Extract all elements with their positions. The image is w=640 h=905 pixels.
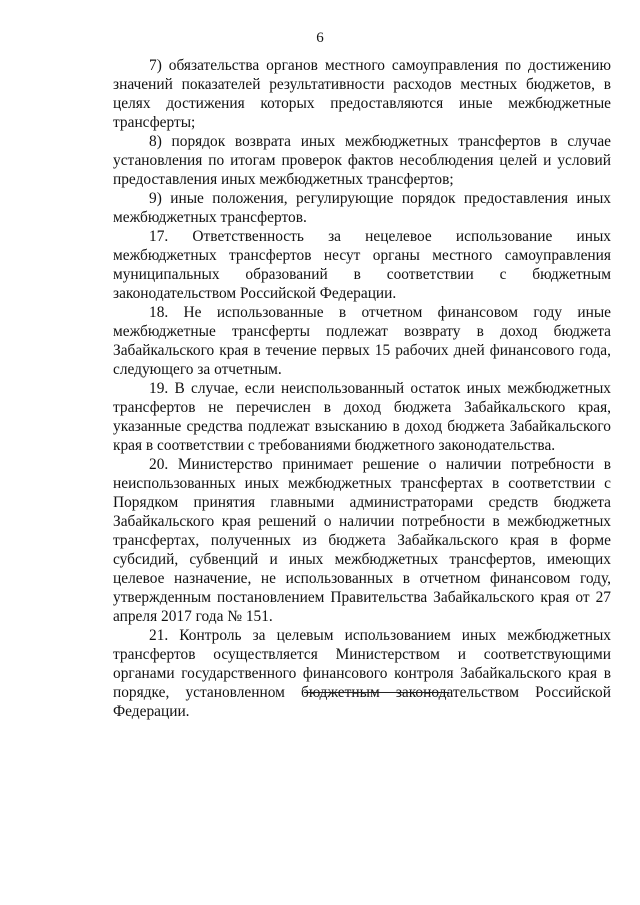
end-of-document-line (304, 692, 449, 693)
paragraph-17: 17. Ответственность за нецелевое использование иных межбюджетных трансфертов несут органы местного самоуправления муниципальных образований в соответствии с бюджетным законодательством Российской Федерации. (113, 228, 611, 302)
paragraph-21: 21. Контроль за целевым использованием иных межбюджетных трансфертов осуществляется Министерством и соответствующими органами государственного финансового контроля Забайкальского края в порядке, установленном бюджетным законодательством Российской Федерации. (113, 627, 611, 720)
paragraph-item-8: 8) порядок возврата иных межбюджетных трансфертов в случае установления по итогам проверок фактов несоблюдения целей и условий предоставления иных межбюджетных трансфертов; (113, 133, 611, 188)
paragraph-item-7: 7) обязательства органов местного самоуправления по достижению значений показателей результативности расходов местных бюджетов, в целях достижения которых предоставляются иные межбюджетные трансферты; (113, 57, 611, 131)
page-number: 6 (316, 30, 324, 46)
paragraph-item-9: 9) иные положения, регулирующие порядок предоставления иных межбюджетных трансфертов. (113, 190, 611, 226)
paragraph-20: 20. Министерство принимает решение о наличии потребности в неиспользованных иных межбюджетных трансфертах в соответствии с Порядком принятия главными администраторами средств бюджета Забайкальского края решений о наличии потребности в межбюджетных трансфертах, полученных из бюджета Забайкальского края в форме субсидий, субвенций и иных межбюджетных трансфертов, имеющих целевое назначение, не использованных в отчетном финансовом году, утвержденным постановлением Правительства Забайкальского края от 27 апреля 2017 года № 151. (113, 456, 611, 625)
paragraph-18: 18. Не использованные в отчетном финансовом году иные межбюджетные трансферты подлежат возврату в доход бюджета Забайкальского края в течение первых 15 рабочих дней финансового года, следующего за отчетным. (113, 304, 611, 378)
document-body (113, 56, 611, 721)
paragraph-19: 19. В случае, если неиспользованный остаток иных межбюджетных трансфертов не перечислен в доход бюджета Забайкальского края, указанные средства подлежат взысканию в доход бюджета Забайкальского края в соответствии с требованиями бюджетного законодательства. (113, 380, 611, 454)
